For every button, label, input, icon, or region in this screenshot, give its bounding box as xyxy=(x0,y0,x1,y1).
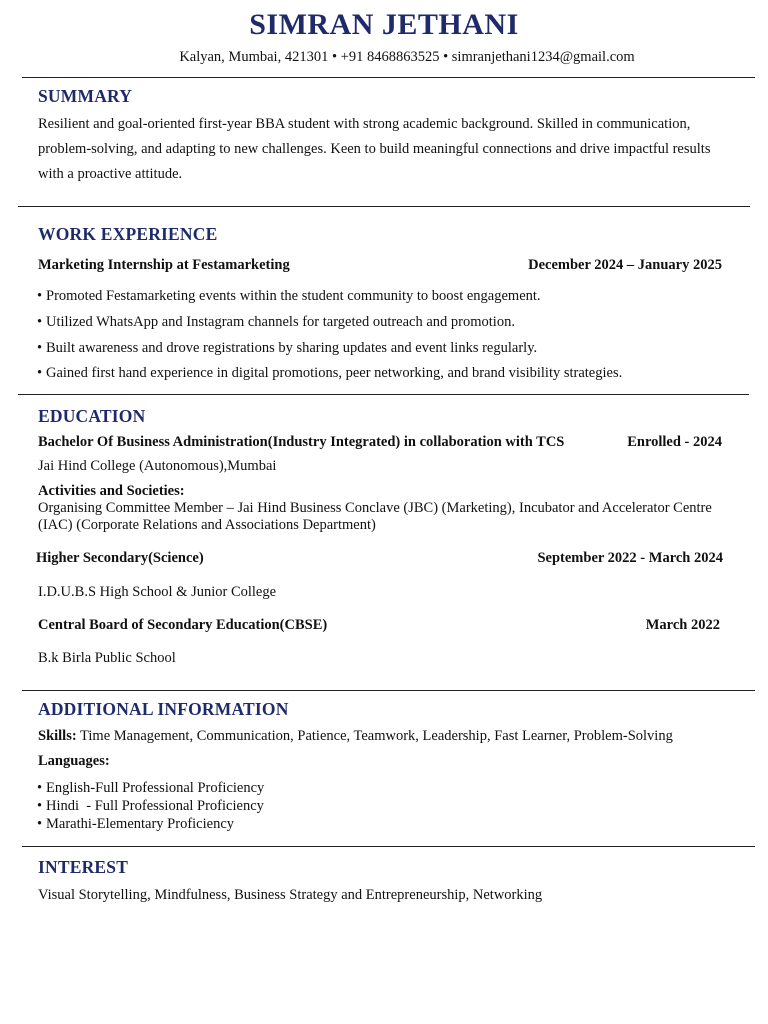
interest-text: Visual Storytelling, Mindfulness, Business Strategy and Entrepreneurship, Networking xyxy=(38,887,543,903)
college-name: Jai Hind College (Autonomous),Mumbai xyxy=(38,458,277,474)
summary-text: Resilient and goal-oriented first-year BBA student with strong academic background. Skilled in communication, problem-solving, and adapting to new challenges. Keen to build meaningful connections and drive impactful results with a proactive attitude. xyxy=(38,116,711,182)
divider-top xyxy=(22,77,755,78)
work-bullet xyxy=(37,310,515,335)
language-item xyxy=(37,815,234,833)
divider-work xyxy=(18,394,749,395)
bullet-dot: • xyxy=(37,288,43,304)
bullet-dot: • xyxy=(37,365,43,381)
language-item xyxy=(37,797,264,815)
contact-line: Kalyan, Mumbai, 421301 • +91 8468863525 • simranjethani1234@gmail.com xyxy=(179,49,635,65)
education-heading: EDUCATION xyxy=(38,406,146,426)
language-text: Hindi - Full Professional Proficiency xyxy=(46,798,264,814)
work-bullet-text: Promoted Festamarketing events within the student community to boost engagement. xyxy=(46,288,541,304)
activities-text: Organising Committee Member – Jai Hind Business Conclave (JBC) (Marketing), Incubator and Accelerator Centre (IAC) (Corporate Relations and Associations Department) xyxy=(38,500,712,533)
interest-heading: INTEREST xyxy=(38,857,129,877)
work-bullet-text: Built awareness and drove registrations by sharing updates and event links regularly. xyxy=(46,340,538,356)
bullet-dot: • xyxy=(37,816,43,832)
cbse-school: B.k Birla Public School xyxy=(38,650,176,666)
skills-text: Time Management, Communication, Patience, Teamwork, Leadership, Fast Learner, Problem-Solving xyxy=(76,728,673,744)
bullet-dot: • xyxy=(37,798,43,814)
work-role: Marketing Internship at Festamarketing xyxy=(38,257,290,273)
hsc-school: I.D.U.B.S High School & Junior College xyxy=(38,584,277,600)
work-bullet xyxy=(37,361,622,386)
additional-info-heading: ADDITIONAL INFORMATION xyxy=(38,699,289,719)
candidate-name: SIMRAN JETHANI xyxy=(249,8,519,41)
degree-title: Bachelor Of Business Administration(Industry Integrated) in collaboration with TCS xyxy=(38,434,565,450)
bullet-dot: • xyxy=(37,780,43,796)
work-bullet-text: Utilized WhatsApp and Instagram channels for targeted outreach and promotion. xyxy=(46,314,515,330)
skills-line xyxy=(38,724,673,749)
skills-label: Skills: xyxy=(38,728,77,744)
divider-summary xyxy=(18,206,750,207)
work-dates: December 2024 – January 2025 xyxy=(528,257,722,273)
work-bullet xyxy=(37,336,537,361)
activities-label: Activities and Societies: xyxy=(38,483,185,499)
bullet-dot: • xyxy=(37,314,43,330)
cbse-date: March 2022 xyxy=(645,617,720,633)
divider-additional xyxy=(22,846,755,847)
summary-heading: SUMMARY xyxy=(38,86,133,106)
hsc-title: Higher Secondary(Science) xyxy=(36,550,204,566)
language-text: English-Full Professional Proficiency xyxy=(46,780,265,796)
language-item xyxy=(37,779,264,797)
language-text: Marathi-Elementary Proficiency xyxy=(46,816,235,832)
work-bullet-text: Gained first hand experience in digital promotions, peer networking, and brand visibility strategies. xyxy=(46,365,623,381)
divider-education xyxy=(22,690,755,691)
work-experience-heading: WORK EXPERIENCE xyxy=(38,224,218,244)
languages-label: Languages: xyxy=(38,753,110,769)
work-bullet xyxy=(37,284,541,309)
hsc-dates: September 2022 - March 2024 xyxy=(537,550,723,566)
bullet-dot: • xyxy=(37,340,43,356)
degree-status: Enrolled - 2024 xyxy=(627,434,722,450)
cbse-title: Central Board of Secondary Education(CBSE) xyxy=(38,617,328,633)
